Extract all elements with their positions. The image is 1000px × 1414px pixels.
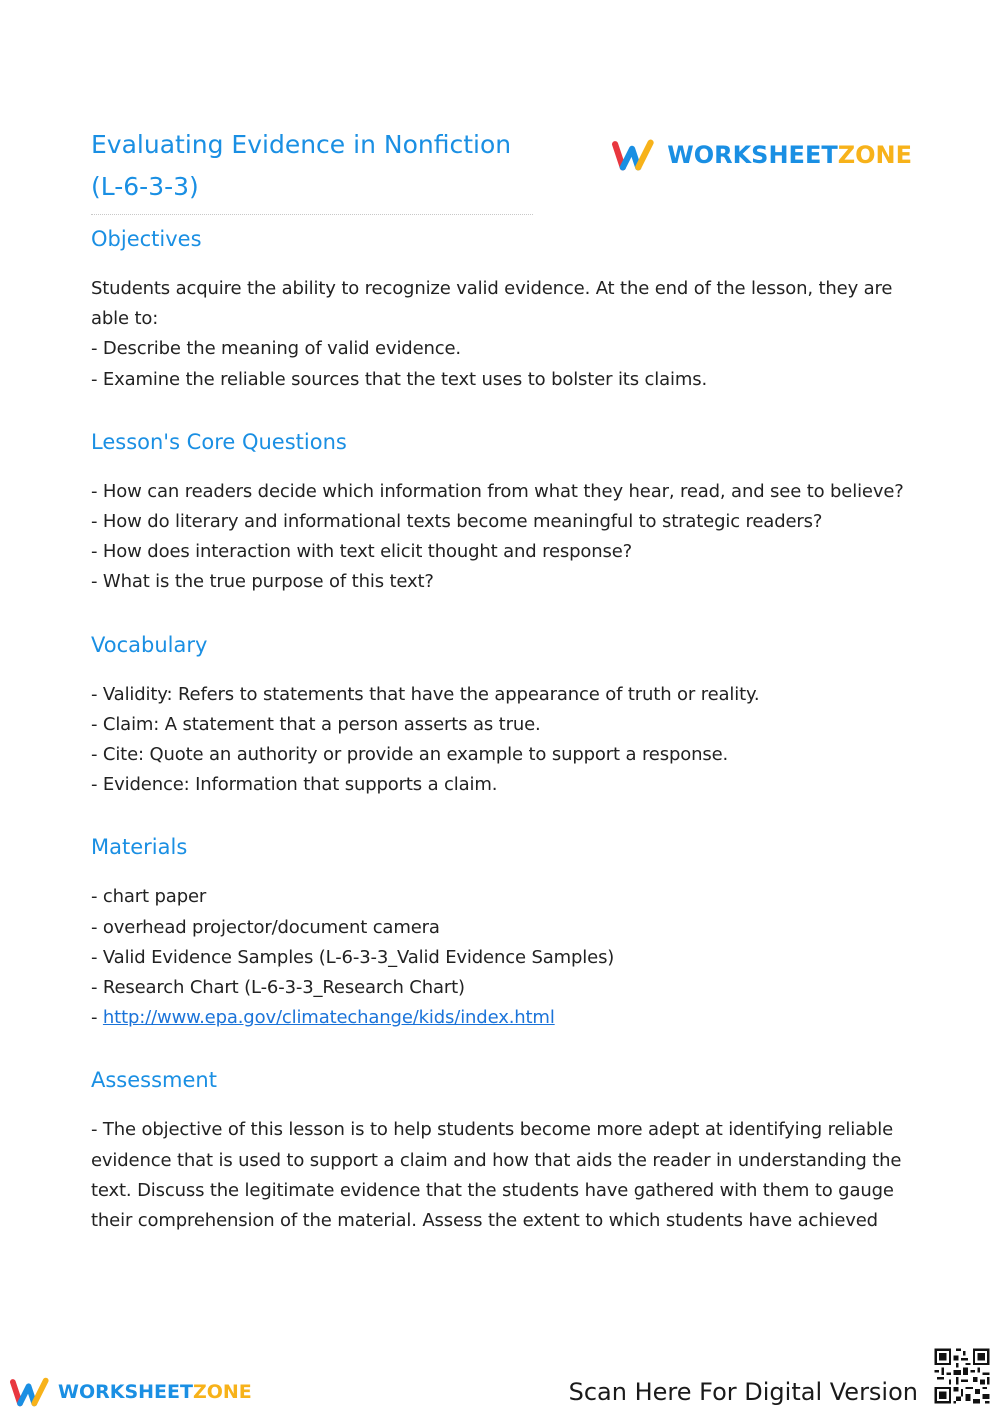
section-assessment <box>91 1063 911 1236</box>
link-prefix: - <box>91 1007 103 1029</box>
body-line: - overhead projector/document camera <box>91 916 440 938</box>
page-title <box>91 124 533 215</box>
brand-wordmark: WORKSHEETZONE <box>667 141 912 169</box>
title-line-2: (L-6-3-3) <box>91 172 199 201</box>
section-body <box>91 477 911 598</box>
body-line: - How do literary and informational texts become meaningful to strategic readers? <box>91 511 823 533</box>
body-line: - How does interaction with text elicit thought and response? <box>91 541 633 563</box>
section-body <box>91 882 911 1033</box>
body-line: - The objective of this lesson is to help students become more adept at identifying reliable evidence that is used to support a claim and how that aids the reader in understanding the text. Discuss the legitimate evidence that the students have gathered with them to gauge their comprehension of the material. Assess the extent to which students have achieved <box>91 1119 902 1232</box>
body-line: - Cite: Quote an authority or provide an example to support a response. <box>91 744 729 766</box>
body-line: - Describe the meaning of valid evidence. <box>91 338 461 360</box>
worksheetzone-logo-icon <box>10 1376 50 1408</box>
body-line-link <box>91 1003 911 1033</box>
worksheetzone-logo-icon <box>612 133 655 177</box>
body-line: - Research Chart (L-6-3-3_Research Chart) <box>91 977 465 999</box>
body-line: - Valid Evidence Samples (L-6-3-3_Valid Evidence Samples) <box>91 946 615 968</box>
body-line: - Evidence: Information that supports a claim. <box>91 774 498 796</box>
section-heading: Assessment <box>91 1068 217 1093</box>
section-materials <box>91 830 911 1033</box>
title-line-1: Evaluating Evidence in Nonfiction <box>91 130 512 159</box>
section-body <box>91 680 911 801</box>
lesson-content <box>91 222 911 1266</box>
section-heading: Lesson's Core Questions <box>91 429 347 454</box>
brand-logo-header <box>612 133 912 177</box>
body-line: Students acquire the ability to recognize valid evidence. At the end of the lesson, they are able to: <box>91 278 893 330</box>
brand-logo-footer <box>10 1374 270 1410</box>
section-body <box>91 274 911 395</box>
body-line: - What is the true purpose of this text? <box>91 571 434 593</box>
body-line: - Examine the reliable sources that the text uses to bolster its claims. <box>91 368 708 390</box>
section-heading: Materials <box>91 835 188 860</box>
body-line: - Claim: A statement that a person asserts as true. <box>91 713 541 735</box>
section-vocabulary <box>91 628 911 801</box>
body-line: - chart paper <box>91 886 207 908</box>
section-heading: Objectives <box>91 227 202 251</box>
section-objectives <box>91 222 911 395</box>
brand-wordmark: WORKSHEETZONE <box>58 1381 252 1403</box>
body-line: - How can readers decide which information from what they hear, read, and see to believe? <box>91 480 904 502</box>
epa-climate-link[interactable]: http://www.epa.gov/climatechange/kids/index.html <box>102 1007 555 1029</box>
section-core-questions <box>91 425 911 598</box>
qr-code-icon[interactable] <box>932 1346 992 1406</box>
scan-caption: Scan Here For Digital Version <box>568 1378 918 1406</box>
section-heading: Vocabulary <box>91 632 208 657</box>
section-body <box>91 1115 911 1236</box>
body-line: - Validity: Refers to statements that have the appearance of truth or reality. <box>91 683 760 705</box>
